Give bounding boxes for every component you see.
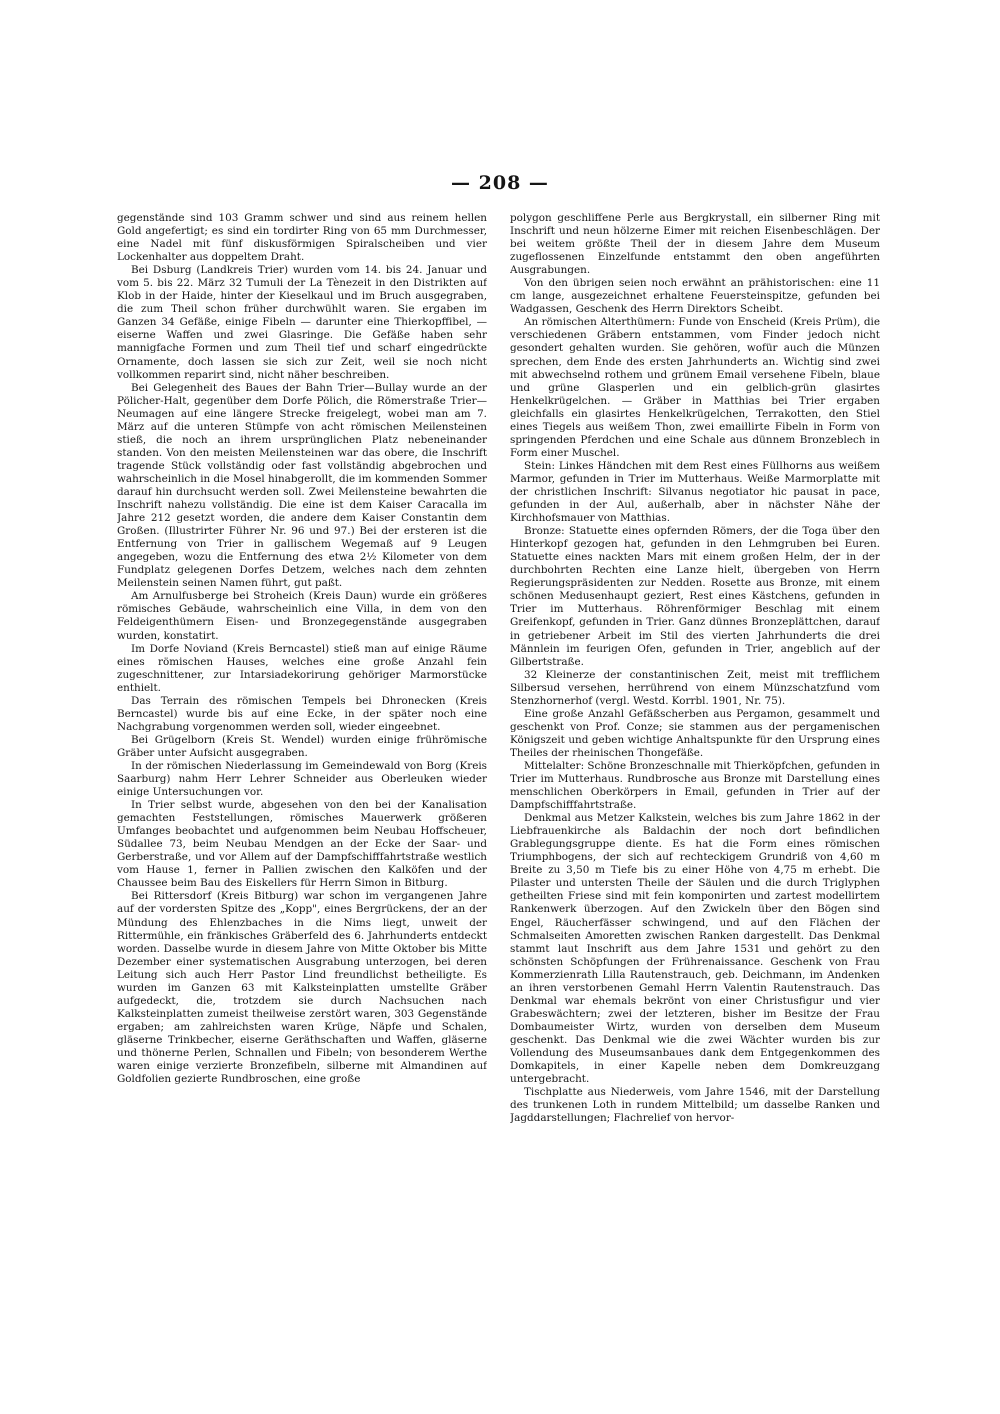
paragraph: In der römischen Niederlassung im Gemeindewald von Borg (Kreis Saarburg) nahm Herr Lehrer Schneider aus Oberleuken wieder einige Untersuchungen vor. [117,759,487,799]
paragraph: Denkmal aus Metzer Kalkstein, welches bis zum Jahre 1862 in der Liebfrauenkirche als Baldachin der noch dort befindlichen Grablegungsgruppe diente. Es hat die Form eines römischen Triumphbogens, der sich auf rechteckigem Grundriß von 4,60 m Breite zu 3,50 m Tiefe bis zu einer Höhe von 4,75 m erhebt. Die Pilaster und untersten Theile der Säulen und die durch Triglyphen getheilten Friese sind mit fein komponirten und zartest modellirtem Rankenwerk überzogen. Auf den Zwickeln über den Bögen sind Engel, Räucherfässer schwingend, und auf den Flächen der Schmalseiten Amoretten zwischen Ranken dargestellt. Das Denkmal stammt laut Inschrift aus dem Jahre 1531 und gehört zu den schönsten Schöpfungen der Frührenaissance. Geschenk von Frau Kommerzienrath Lilla Rautenstrauch, geb. Deichmann, im Andenken an ihren verstorbenen Gemahl Herrn Valentin Rautenstrauch. Das Denkmal war ehemals bekrönt von einer Christusfigur und vier Grabeswächtern; zwei der letzteren, bisher im Besitze der Frau Dombaumeister Wirtz, wurden von derselben dem Museum geschenkt. Das Denkmal wie die zwei Wächter wurden bis zur Vollendung des Museumsanbaues dank dem Entgegenkommen des Domkapitels, in einer Kapelle neben dem Domkreuzgang untergebracht. [510,812,880,1086]
page-number: — 208 — [451,172,549,194]
paragraph: Mittelalter: Schöne Bronzeschnalle mit Thierköpfchen, gefunden in Trier im Mutterhaus. Rundbrosche aus Bronze mit Darstellung eines menschlichen Oberkörpers in Email, gefunden in Trier auf der Dampfschifffahrtstraße. [510,759,880,812]
paragraph: An römischen Alterthümern: Funde von Enscheid (Kreis Prüm), die verschiedenen Gräbern entstammen, vom Finder jedoch nicht gesondert gehalten wurden. Sie gehören, wofür auch die Münzen sprechen, dem Ende des ersten Jahrhunderts an. Wichtig sind zwei mit abwechselnd rothem und grünem Email versehene Fibeln, blaue und grüne Glasperlen und ein gelblich-grün glasirtes Henkelkrügelchen. — Gräber in Matthias bei Trier ergaben gleichfalls ein glasirtes Henkelkrügelchen, Terrakotten, den Stiel eines Tiegels aus weißem Thon, zwei emaillirte Fibeln in Form von springenden Pferdchen und eine Schale aus dünnem Bronzeblech in Form einer Muschel. [510,316,880,459]
paragraph: Bei Grügelborn (Kreis St. Wendel) wurden einige frührömische Gräber unter Aufsicht ausgegraben. [117,733,487,759]
paragraph: In Trier selbst wurde, abgesehen von den bei der Kanalisation gemachten Feststellungen, römisches Mauerwerk größeren Umfanges beobachtet und aufgenommen beim Neubau Hoffscheuer, Südallee 73, beim Neubau Mendgen an der Ecke der Saar- und Gerberstraße, und vor Allem auf der Dampfschifffahrtstraße westlich vom Hause 1, ferner in Pallien zwischen den Kalköfen und der Chaussee beim Bau des Eiskellers für Herrn Simon in Bitburg. [117,799,487,890]
paragraph: Bei Rittersdorf (Kreis Bitburg) war schon im vergangenen Jahre auf der vordersten Spitze des „Kopp", eines Bergrückens, der an der Mündung des Ehlenzbaches in die Nims liegt, unweit der Rittermühle, ein fränkisches Gräberfeld des 6. Jahrhunderts entdeckt worden. Dasselbe wurde in diesem Jahre von Mitte Oktober bis Mitte Dezember einer systematischen Ausgrabung unterzogen, bei deren Leitung sich auch Herr Pastor Lind freundlichst betheiligte. Es wurden im Ganzen 63 mit Kalksteinplatten umstellte Gräber aufgedeckt, die, trotzdem sie durch Nachsuchen nach Kalksteinplatten zumeist theilweise zerstört waren, 303 Gegenstände ergaben; am zahlreichsten waren Krüge, Näpfe und Schalen, gläserne Trinkbecher, eiserne Geräthschaften und Waffen, gläserne und thönerne Perlen, Schnallen und Fibeln; von besonderem Werthe waren einige verzierte Bronzefibeln, silberne mit Almandinen auf Goldfolien gezierte Rundbroschen, eine große [117,890,487,1086]
paragraph: Tischplatte aus Niederweis, vom Jahre 1546, mit der Darstellung des trunkenen Loth in rundem Mittelbild; um dasselbe Ranken und Jagddarstellungen; Flachrelief von hervor- [510,1086,880,1125]
paragraph: Von den übrigen seien noch erwähnt an prähistorischen: eine 11 cm lange, ausgezeichnet erhaltene Feuersteinspitze, gefunden bei Wadgassen, Geschenk des Herrn Direktors Scheibt. [510,277,880,316]
paragraph: gegenstände sind 103 Gramm schwer und sind aus reinem hellen Gold angefertigt; es sind ein tordirter Ring von 65 mm Durchmesser, eine Nadel mit fünf diskusförmigen Spiralscheiben und vier Lockenhalter aus doppeltem Draht. [117,212,487,264]
paragraph: Bei Gelegenheit des Baues der Bahn Trier—Bullay wurde an der Pölicher-Halt, gegenüber dem Dorfe Pölich, die Römerstraße Trier—Neumagen auf eine längere Strecke freigelegt, wobei man am 7. März auf die unteren Stümpfe von acht römischen Meilensteinen stieß, die noch an ihrem ursprünglichen Platz nebeneinander standen. Von den meisten Meilensteinen war das obere, die Inschrift tragende Stück vollständig oder fast vollständig abgebrochen und wahrscheinlich in die Mosel hinabgerollt, die im kommenden Sommer darauf hin durchsucht werden soll. Zwei Meilensteine bewahrten die Inschrift nahezu vollständig. Die eine ist dem Kaiser Caracalla im Jahre 212 gesetzt worden, die andere dem Kaiser Constantin dem Großen. (Illustrirter Führer Nr. 96 und 97.) Bei der ersteren ist die Entfernung von Trier in gallischem Wegemaß auf 9 Leugen angegeben, wozu die Entfernung des etwa 2½ Kilometer von dem Fundplatz gelegenen Dorfes Detzem, welches nach dem zehnten Meilenstein seinen Namen führt, gut paßt. [117,381,487,590]
right-column [510,212,880,1392]
paragraph: Das Terrain des römischen Tempels bei Dhronecken (Kreis Berncastel) wurde bis auf eine Ecke, in der später noch eine Nachgrabung vorgenommen werden soll, wieder eingeebnet. [117,694,487,733]
paragraph: polygon geschliffene Perle aus Bergkrystall, ein silberner Ring mit Inschrift und neun hölzerne Eimer mit reichen Eisenbeschlägen. Der bei weitem größte Theil der in diesem Jahre dem Museum zugeflossenen Einzelfunde entstammt den oben angeführten Ausgrabungen. [510,212,880,277]
paragraph: Stein: Linkes Händchen mit dem Rest eines Füllhorns aus weißem Marmor, gefunden in Trier im Mutterhaus. Weiße Marmorplatte mit der christlichen Inschrift: Silvanus negotiator hic pausat in pace, gefunden in der Aul, außerhalb, aber in nächster Nähe der Kirchhofsmauer von Matthias. [510,459,880,525]
paragraph: Am Arnulfusberge bei Stroheich (Kreis Daun) wurde ein größeres römisches Gebäude, wahrscheinlich eine Villa, in dem von den Feldeigenthümern Eisen- und Bronzegegenstände ausgegraben wurden, konstatirt. [117,590,487,642]
paragraph: 32 Kleinerze der constantinischen Zeit, meist mit trefflichem Silbersud versehen, herrührend von einem Münzschatzfund vom Stenzhornerhof (vergl. Westd. Korrbl. 1901, Nr. 75). [510,668,880,707]
paragraph: Im Dorfe Noviand (Kreis Berncastel) stieß man auf einige Räume eines römischen Hauses, welches eine große Anzahl fein zugeschnittener, zur Intarsiadekorirung gehöriger Marmorstücke enthielt. [117,642,487,694]
left-column [117,212,487,1392]
paragraph: Bei Dsburg (Landkreis Trier) wurden vom 14. bis 24. Januar und vom 5. bis 22. März 32 Tumuli der La Tènezeit in den Distrikten auf Klob in der Haide, hinter der Kieselkaul und im Bruch ausgegraben, die zum Theil schon früher durchwühlt waren. Sie ergaben im Ganzen 34 Gefäße, einige Fibeln — darunter eine Thierkopffibel, — eiserne Waffen und zwei Glasringe. Die Gefäße haben sehr mannigfache Formen und zum Theil tief und scharf eingedrückte Ornamente, doch lassen sie sich zur Zeit, weil sie noch nicht vollkommen reparirt sind, nicht näher beschreiben. [117,264,487,381]
paragraph: Eine große Anzahl Gefäßscherben aus Pergamon, gesammelt und geschenkt von Prof. Conze; sie stammen aus der pergamenischen Königszeit und geben wichtige Anhaltspunkte für den Ursprung eines Theiles der rheinischen Thongefäße. [510,707,880,759]
paragraph: Bronze: Statuette eines opfernden Römers, der die Toga über den Hinterkopf gezogen hat, gefunden in den Lehmgruben bei Euren. Statuette eines nackten Mars mit einem großen Helm, der in der durchbohrten Rechten eine Lanze hielt, übergeben von Herrn Regierungspräsidenten zur Nedden. Rosette aus Bronze, mit einem schönen Medusenhaupt geziert, Rest eines Kästchens, gefunden in Trier im Mutterhaus. Röhrenförmiger Beschlag mit einem Greifenkopf, gefunden in Trier. Ganz dünnes Bronzeplättchen, darauf in getriebener Arbeit im Stil des vierten Jahrhunderts die drei Männlein im feurigen Ofen, gefunden in Trier, angeblich auf der Gilbertstraße. [510,525,880,668]
